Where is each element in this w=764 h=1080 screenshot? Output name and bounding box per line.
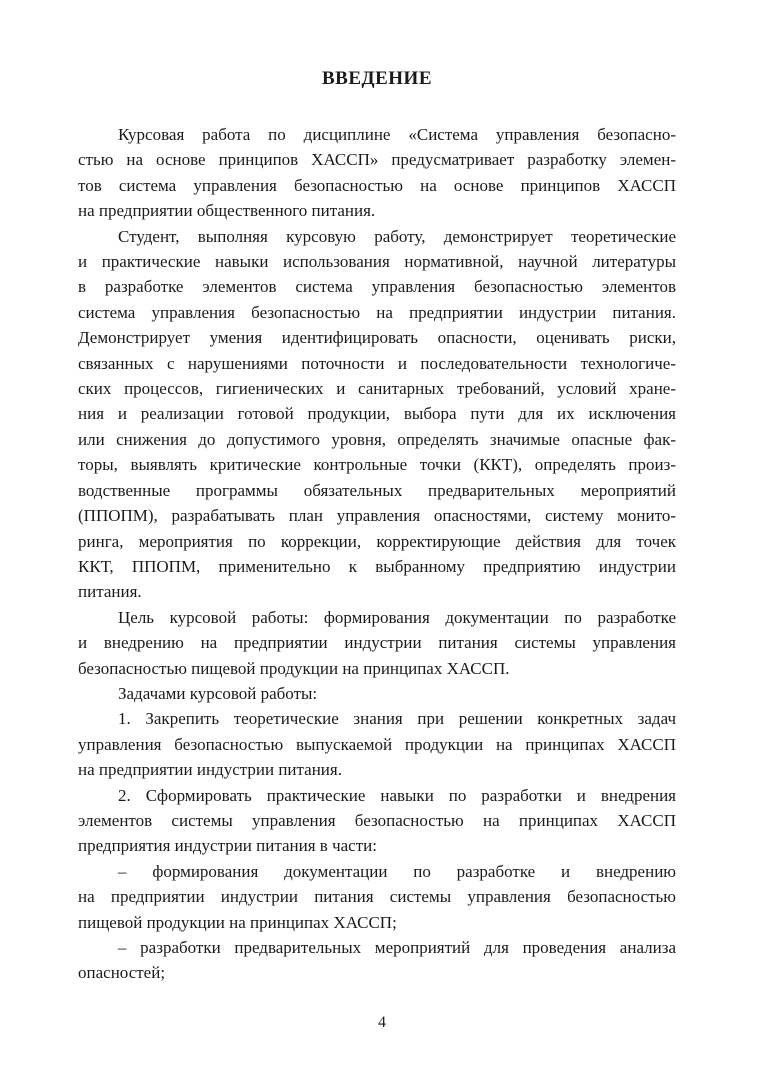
page-content [78, 66, 676, 986]
text-line: питания. [78, 582, 142, 602]
text-line: (ППОПМ), разрабатывать план управления опасностями, систему монито- [78, 506, 676, 526]
text-line: ринга, мероприятия по коррекции, корректирующие действия для точек [78, 531, 676, 551]
text-line: или снижения до допустимого уровня, определять значимые опасные фак- [78, 429, 676, 449]
text-line: на предприятии индустрии питания системы управления безопасностью [78, 887, 676, 907]
text-line: система управления безопасностью на предприятии индустрии питания. [78, 302, 676, 322]
text-line: Задачами курсовой работы: [118, 683, 318, 703]
text-line: ских процессов, гигиенических и санитарных требований, условий хране- [78, 379, 676, 399]
text-line: 2. Сформировать практические навыки по разработки и внедрения [118, 785, 676, 805]
text-line: безопасностью пищевой продукции на принципах ХАССП. [78, 658, 510, 678]
text-line: пищевой продукции на принципах ХАССП; [78, 912, 397, 932]
text-line: ККТ, ППОПМ, применительно к выбранному предприятию индустрии [78, 556, 676, 576]
text-line: и внедрению на предприятии индустрии питания системы управления [78, 633, 676, 653]
text-line: Цель курсовой работы: формирования документации по разработке [118, 607, 676, 627]
text-line: опасностей; [78, 963, 166, 983]
section-title: ВВЕДЕНИЕ [322, 68, 432, 89]
text-line: элементов системы управления безопасностью на принципах ХАССП [78, 810, 676, 830]
text-line: ния и реализации готовой продукции, выбора пути для их исключения [78, 404, 676, 424]
paragraph [78, 681, 676, 706]
paragraph [78, 224, 676, 605]
text-line: связанных с нарушениями поточности и последовательности технологиче- [78, 353, 676, 373]
text-line: предприятия индустрии питания в части: [78, 836, 377, 856]
text-line: – формирования документации по разработке и внедрению [118, 861, 676, 881]
text-line: и практические навыки использования нормативной, научной литературы [78, 252, 676, 272]
paragraph [78, 859, 676, 935]
text-line: водственные программы обязательных предварительных мероприятий [78, 480, 676, 500]
text-line: 1. Закрепить теоретические знания при решении конкретных задач [118, 709, 676, 729]
text-line: на предприятии индустрии питания. [78, 760, 342, 780]
paragraph [78, 605, 676, 681]
text-line: Студент, выполняя курсовую работу, демонстрирует теоретические [118, 226, 676, 246]
text-line: управления безопасностью выпускаемой продукции на принципах ХАССП [78, 734, 676, 754]
body-text [78, 122, 676, 986]
text-line: торы, выявлять критические контрольные точки (ККТ), определять произ- [78, 455, 676, 475]
text-line: Демонстрирует умения идентифицировать опасности, оценивать риски, [78, 328, 676, 348]
text-line: тов система управления безопасностью на основе принципов ХАССП [78, 175, 676, 195]
paragraph [78, 706, 676, 782]
text-line: в разработке элементов система управления безопасностью элементов [78, 277, 676, 297]
paragraph [78, 935, 676, 986]
text-line: стью на основе принципов ХАССП» предусматривает разработку элемен- [78, 150, 676, 170]
paragraph [78, 122, 676, 224]
page-number: 4 [378, 1014, 386, 1031]
text-line: на предприятии общественного питания. [78, 201, 376, 221]
text-line: – разработки предварительных мероприятий для проведения анализа [118, 938, 676, 957]
paragraph [78, 783, 676, 859]
text-line: Курсовая работа по дисциплине «Система управления безопасно- [118, 125, 676, 144]
